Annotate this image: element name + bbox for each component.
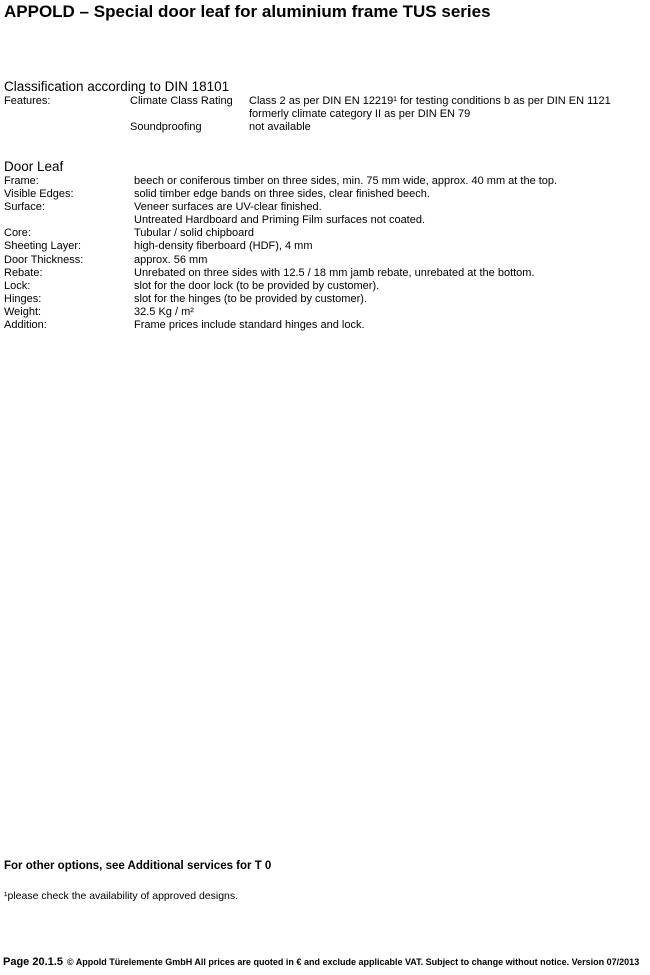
spec-value: high-density fiberboard (HDF), 4 mm — [134, 240, 313, 253]
spec-row — [4, 306, 646, 319]
spec-value: Veneer surfaces are UV-clear finished. — [134, 201, 322, 214]
spec-value: not available — [249, 121, 311, 134]
spec-value: Tubular / solid chipboard — [134, 227, 255, 240]
spec-label: Surface: — [4, 201, 45, 214]
spec-label: Frame: — [4, 175, 39, 187]
spec-label — [4, 214, 134, 227]
spec-value: formerly climate category II as per DIN EN 79 — [249, 108, 471, 121]
document-title: APPOLD – Special door leaf for aluminium frame TUS series — [4, 2, 491, 21]
spec-attr: Soundproofing — [130, 121, 202, 134]
spec-row — [4, 254, 646, 267]
spec-row — [4, 188, 646, 201]
section-classification — [4, 78, 646, 134]
spec-label: Visible Edges: — [4, 188, 74, 201]
spec-row — [4, 108, 646, 121]
spec-value: Untreated Hardboard and Priming Film surfaces not coated. — [134, 214, 426, 227]
spec-value: beech or coniferous timber on three sides, min. 75 mm wide, approx. 40 mm at the top. — [134, 175, 558, 187]
spec-label: Features: — [4, 95, 51, 107]
spec-row — [4, 227, 646, 240]
spec-row — [4, 201, 646, 214]
spec-label — [4, 121, 130, 134]
spec-row — [4, 214, 646, 227]
spec-row — [4, 175, 646, 188]
spec-value: approx. 56 mm — [134, 253, 208, 266]
spec-row — [4, 121, 646, 134]
footer-page-label: Page 20.1.5 — [3, 956, 63, 968]
spec-value: slot for the hinges (to be provided by customer). — [134, 292, 367, 305]
door-leaf-heading: Door Leaf — [4, 159, 64, 174]
classification-heading: Classification according to DIN 18101 — [4, 79, 230, 94]
spec-row — [4, 293, 646, 306]
spec-value: Unrebated on three sides with 12.5 / 18 mm jamb rebate, unrebated at the bottom. — [134, 266, 535, 279]
spec-value: Class 2 as per DIN EN 12219¹ for testing conditions b as per DIN EN 1121 — [249, 95, 611, 107]
spec-value: Frame prices include standard hinges and lock. — [134, 319, 365, 332]
spec-label: Lock: — [4, 279, 31, 292]
spec-row — [4, 240, 646, 253]
spec-label: Rebate: — [4, 266, 43, 279]
footnote: ¹please check the availability of approved designs. — [4, 890, 239, 902]
spec-label: Door Thickness: — [4, 253, 84, 266]
section-door-leaf — [4, 158, 646, 332]
page-footer — [3, 956, 647, 968]
spec-label: Sheeting Layer: — [4, 240, 82, 253]
spec-attr — [130, 108, 249, 121]
spec-label: Hinges: — [4, 292, 42, 305]
spec-row — [4, 319, 646, 332]
spec-row — [4, 280, 646, 293]
spec-label: Weight: — [4, 305, 42, 318]
spec-label — [4, 108, 130, 121]
options-note: For other options, see Additional services for T 0 — [4, 860, 272, 872]
door-leaf-rows — [4, 175, 646, 332]
footer-legal-text: © Appold Türelemente GmbH All prices are quoted in € and exclude applicable VAT. Subject to change without notice. Version 07/2013 — [66, 957, 640, 967]
spec-label: Addition: — [4, 319, 47, 332]
classification-rows — [4, 95, 646, 134]
spec-value: slot for the door lock (to be provided by customer). — [134, 279, 380, 292]
spec-row — [4, 95, 646, 108]
spec-row — [4, 267, 646, 280]
spec-value: solid timber edge bands on three sides, clear finished beech. — [134, 188, 430, 201]
spec-value: 32.5 Kg / m² — [134, 305, 194, 318]
spec-label: Core: — [4, 227, 31, 240]
spec-attr: Climate Class Rating — [130, 95, 233, 107]
